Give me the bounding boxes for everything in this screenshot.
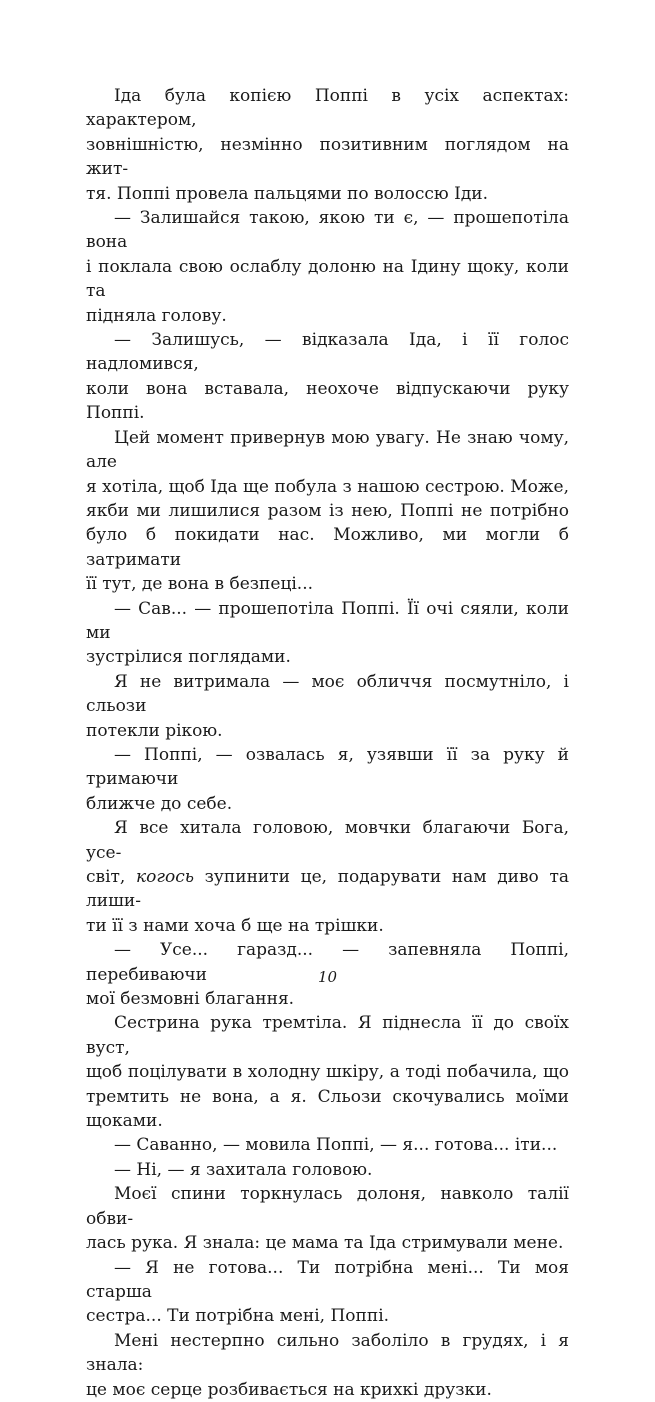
paragraph (86, 1011, 569, 1133)
paragraph (86, 1133, 569, 1157)
text-line: було б покидати нас. Можливо, ми могли б затримати (86, 525, 569, 570)
paragraph (86, 1256, 569, 1329)
body-text (86, 84, 569, 1402)
text-line: — Поппі, — озвалась я, узявши її за руку й тримаючи (86, 744, 569, 790)
text-fragment: зупинити це, подарувати нам диво та лиши- (86, 867, 569, 912)
paragraph (86, 670, 569, 743)
paragraph (86, 426, 569, 597)
text-line: зовнішністю, незмінно позитивним поглядом на жит- (86, 134, 569, 180)
text-line: Сестрина рука тремтіла. Я піднесла її до своїх вуст, (86, 1013, 569, 1058)
text-line: Іда була копією Поппі в усіх аспектах: характером, (86, 86, 569, 131)
text-line: — Я не готова... Ти потрібна мені... Ти моя старша (86, 1257, 569, 1302)
text-line: сестра... Ти потрібна мені, Поппі. (86, 1306, 390, 1327)
text-line: Мені нестерпно сильно заболіло в грудях, і я знала: (86, 1330, 569, 1376)
text-line: тремтить не вона, а я. Сльози скочувались моїми щоками. (86, 1086, 569, 1132)
paragraph (86, 84, 569, 206)
paragraph (86, 743, 569, 816)
text-line: мої безмовні благання. (86, 989, 295, 1010)
text-line: — Усе... гаразд... — запевняла Поппі, перебиваючи (86, 940, 569, 985)
paragraph (86, 1329, 569, 1402)
text-line: якби ми лишилися разом із нею, Поппі не потрібно (86, 500, 569, 521)
text-line: тя. Поппі провела пальцями по волоссю Іди. (86, 183, 489, 204)
text-line: щоб поцілувати в холодну шкіру, а тоді побачила, що (86, 1062, 569, 1083)
text-line: підняла голову. (86, 305, 227, 326)
paragraph (86, 816, 569, 938)
text-line: я хотіла, щоб Іда ще побула з нашою сестрою. Може, (86, 476, 569, 497)
text-line: — Залишайся такою, якою ти є, — прошепотіла вона (86, 208, 569, 253)
text-fragment: світ, (86, 867, 136, 887)
text-line: ти її з нами хоча б ще на трішки. (86, 915, 384, 936)
text-line: потекли рікою. (86, 720, 223, 741)
text-line: це моє серце розбивається на крихкі друзки. (86, 1379, 492, 1400)
text-line: — Ні, — я захитала головою. (114, 1159, 373, 1180)
text-line: Я все хитала головою, мовчки благаючи Бога, усе- (86, 818, 569, 863)
text-line: зустрілися поглядами. (86, 647, 291, 668)
text-line: її тут, де вона в безпеці... (86, 574, 314, 595)
text-line: Я не витримала — моє обличчя посмутніло, і сльози (86, 671, 569, 717)
page-number: 10 (317, 968, 338, 986)
text-line: — Саванно, — мовила Поппі, — я... готова... іти... (114, 1135, 558, 1156)
paragraph (86, 1158, 569, 1182)
text-line: Моєї спини торкнулась долоня, навколо талії обви- (86, 1184, 569, 1229)
emphasized-word: когось (136, 867, 194, 887)
paragraph (86, 206, 569, 328)
text-line: і поклала свою ослаблу долоню на Ідину щоку, коли та (86, 256, 569, 302)
text-line (86, 865, 569, 914)
paragraph (86, 1182, 569, 1255)
paragraph (86, 328, 569, 426)
text-line: Цей момент привернув мою увагу. Не знаю чому, але (86, 427, 569, 473)
text-line: — Сав... — прошепотіла Поппі. Її очі сяяли, коли ми (86, 598, 569, 643)
paragraph (86, 597, 569, 670)
text-line: ближче до себе. (86, 793, 233, 814)
text-line: коли вона вставала, неохоче відпускаючи руку Поппі. (86, 378, 569, 424)
text-line: лась рука. Я знала: це мама та Іда стримували мене. (86, 1233, 564, 1254)
text-line: — Залишусь, — відказала Іда, і її голос надломився, (86, 330, 569, 375)
